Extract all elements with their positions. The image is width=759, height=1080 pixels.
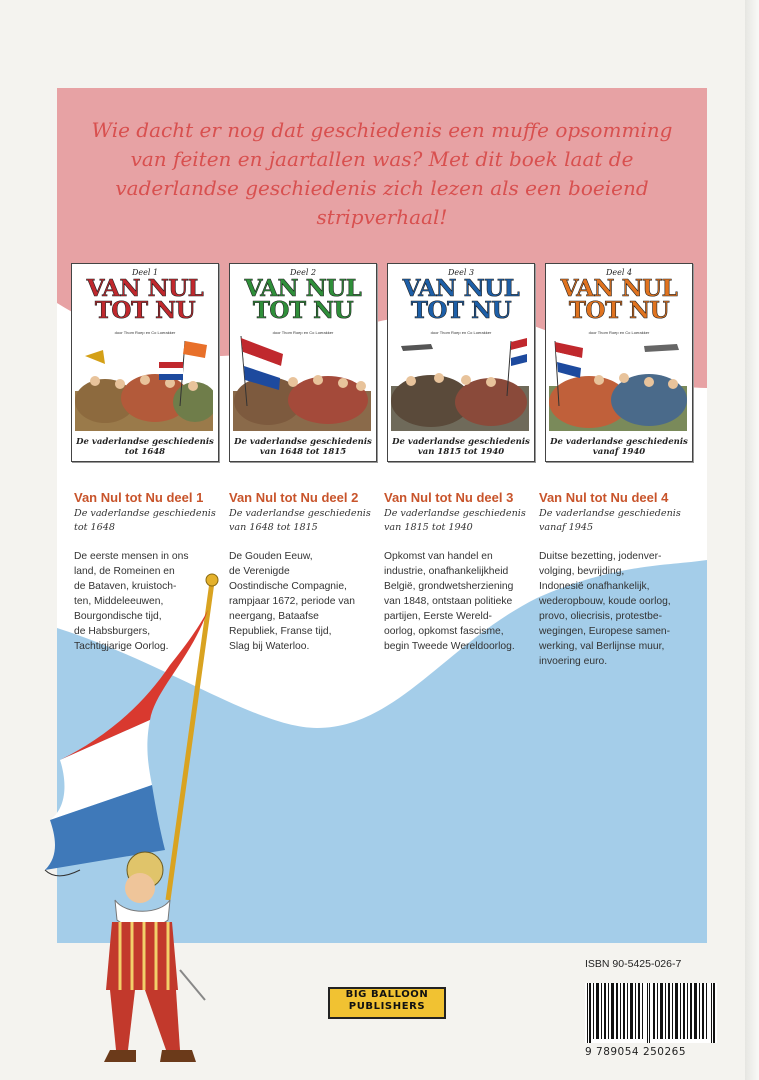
- cover-logo: [388, 275, 534, 324]
- publisher-line2: PUBLISHERS: [348, 1001, 426, 1012]
- cover-authors: door Thom Roep en Co Loerakker: [114, 330, 176, 335]
- cover-deel-label: Deel 2: [289, 268, 317, 277]
- volume-description: Opkomst van handel en industrie, onafhankelijkheid België, grondwetsherziening van 1848, ontstaan politieke partijen, Eerste Wereld- oorlog, opkomst fascisme, begin Tweede Wereldoorlog.: [384, 551, 515, 652]
- intro-text: Wie dacht er nog dat geschiedenis een muffe opsomming van feiten en jaartallen was? Met dit boek laat de vaderlandse geschiedenis zich lezen als een boeiend stripverhaal!: [91, 118, 673, 229]
- cover-illustration: [75, 336, 213, 431]
- volume-subtitle: De vaderlandse geschiedenis van 1815 tot 1940: [384, 508, 526, 533]
- cover-illustration: [391, 336, 529, 431]
- cover-logo-line1: VAN NUL: [402, 275, 520, 302]
- barcode-number: 9 789054 250265: [585, 1046, 687, 1058]
- cover-deel-label: Deel 3: [447, 268, 475, 277]
- cover-authors: door Thom Roep en Co Loerakker: [272, 330, 334, 335]
- cover-logo: [72, 275, 218, 324]
- flag-bearer-illustration: [40, 570, 240, 1080]
- cover-logo-line2: TOT NU: [568, 297, 670, 324]
- volume-subtitle: De vaderlandse geschiedenis van 1648 tot 1815: [229, 508, 371, 533]
- cover-logo-line2: TOT NU: [94, 297, 196, 324]
- cover-deel-3: [387, 263, 535, 462]
- cover-authors: door Thom Roep en Co Loerakker: [588, 330, 650, 335]
- volume-title: Van Nul tot Nu deel 2: [229, 490, 359, 505]
- isbn-text: ISBN 90-5425-026-7: [585, 958, 682, 970]
- cover-row: [71, 263, 701, 463]
- cover-logo-line1: VAN NUL: [86, 275, 204, 302]
- volume-column-3: [384, 490, 534, 654]
- volume-title: Van Nul tot Nu deel 1: [74, 490, 204, 505]
- volume-title: Van Nul tot Nu deel 3: [384, 490, 514, 505]
- cover-subtitle: De vaderlandse geschiedenis tot 1648: [76, 437, 214, 457]
- cover-illustration: [549, 336, 687, 431]
- cover-deel-1: [71, 263, 219, 462]
- volume-description: De eerste mensen in ons land, de Romeinen en de Bataven, kruistoch- ten, Middeleeuwen, Bourgondische tijd, de Habsburgers, Tachtigjarige Oorlog.: [74, 551, 189, 652]
- cover-deel-2: [229, 263, 377, 462]
- volume-subtitle: De vaderlandse geschiedenis vanaf 1945: [539, 508, 681, 533]
- volume-description: Duitse bezetting, jodenver- volging, bevrijding, Indonesië onafhankelijk, wederopbouw, koude oorlog, provo, oliecrisis, protestbe- wegingen, Europese samen- werking, val Berlijnse muur, invoering euro.: [539, 551, 671, 667]
- cover-deel-4: [545, 263, 693, 462]
- cover-logo: [230, 275, 376, 324]
- cover-logo-line1: VAN NUL: [244, 275, 362, 302]
- cover-subtitle: De vaderlandse geschiedenis van 1815 tot 1940: [392, 437, 530, 457]
- cover-logo-line1: VAN NUL: [560, 275, 678, 302]
- cover-subtitle: De vaderlandse geschiedenis van 1648 tot 1815: [234, 437, 372, 457]
- volume-column-4: [539, 490, 689, 669]
- publisher-line1: BIG BALLOON: [345, 989, 429, 1000]
- cover-deel-label: Deel 4: [605, 268, 633, 277]
- barcode: [585, 983, 717, 1043]
- volume-title: Van Nul tot Nu deel 4: [539, 490, 669, 505]
- cover-logo-line2: TOT NU: [410, 297, 512, 324]
- volume-column-2: [229, 490, 379, 654]
- book-spine-edge: [745, 0, 759, 1080]
- cover-deel-label: Deel 1: [131, 268, 159, 277]
- publisher-logo: [328, 987, 446, 1019]
- cover-authors: door Thom Roep en Co Loerakker: [430, 330, 492, 335]
- cover-subtitle: De vaderlandse geschiedenis vanaf 1940: [550, 437, 688, 457]
- volume-subtitle: De vaderlandse geschiedenis tot 1648: [74, 508, 216, 533]
- volume-description: De Gouden Eeuw, de Verenigde Oostindische Compagnie, rampjaar 1672, periode van neergang, Bataafse Republiek, Franse tijd, Slag bij Waterloo.: [229, 551, 355, 652]
- cover-logo-line2: TOT NU: [252, 297, 354, 324]
- cover-logo: [546, 275, 692, 324]
- cover-illustration: [233, 336, 371, 431]
